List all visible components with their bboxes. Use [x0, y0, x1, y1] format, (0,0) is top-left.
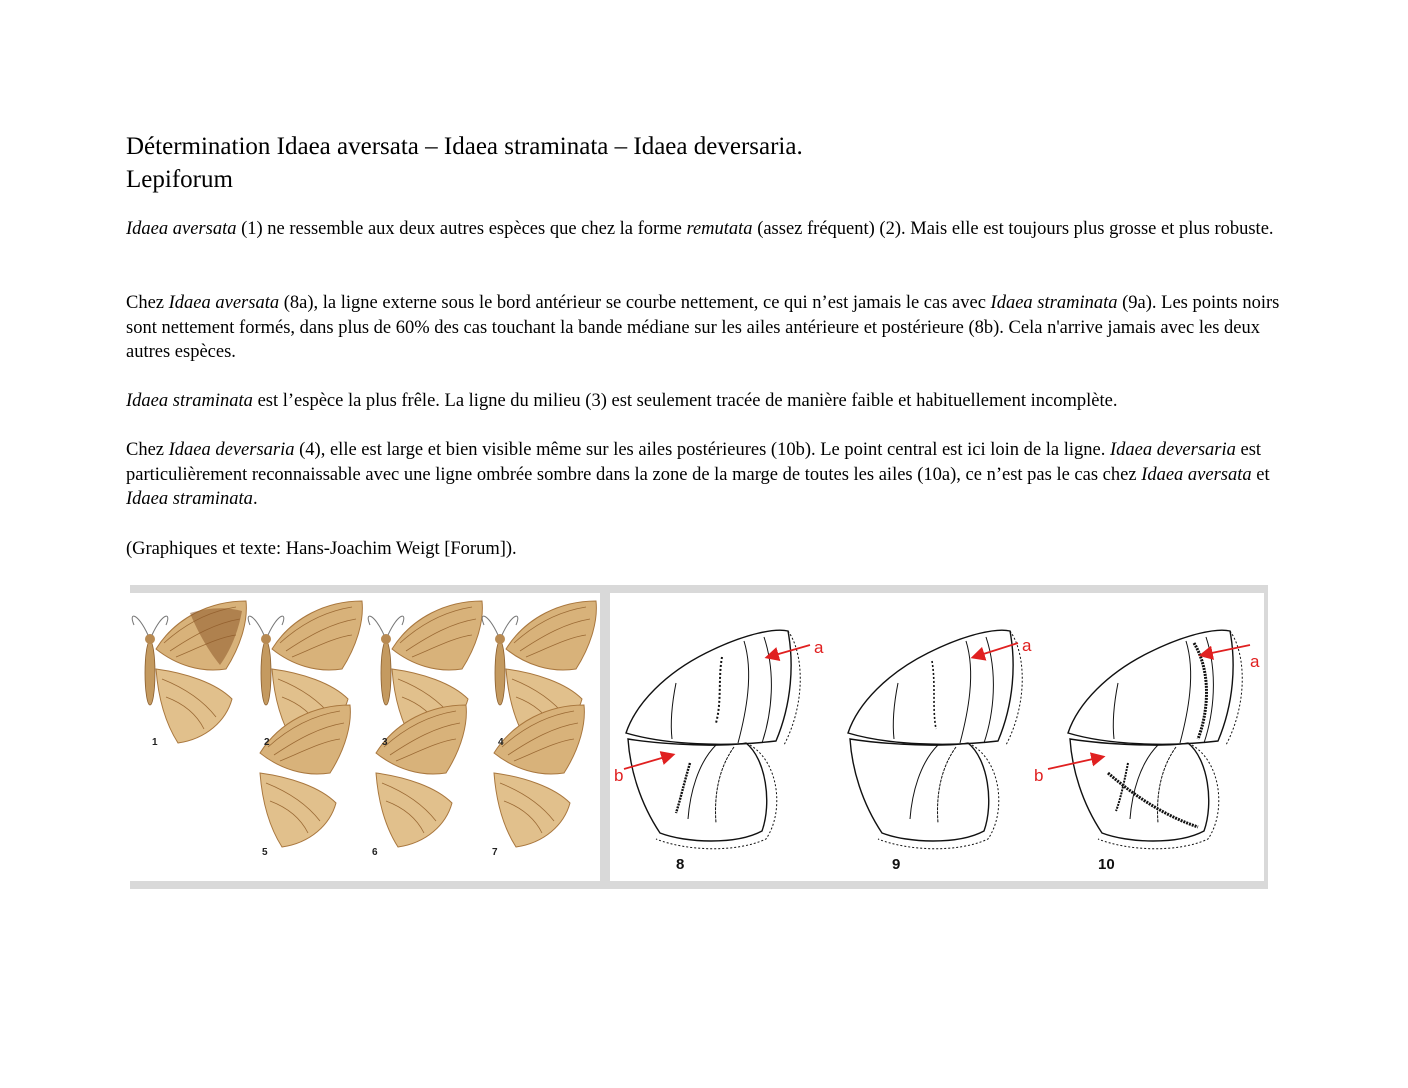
text-run: (1) ne ressemble aux deux autres espèces que chez la forme — [236, 219, 687, 239]
arrow-9a — [974, 636, 1032, 657]
title-line-1: Détermination Idaea aversata – Idaea straminata – Idaea deversaria. — [126, 133, 803, 160]
identification-figure — [130, 585, 1268, 889]
title-line-2: Lepiforum — [126, 166, 233, 193]
text-run: est l’espèce la plus frêle. La ligne du milieu (3) est seulement tracée de manière faible et habituellement incomplète. — [252, 391, 1118, 411]
moth-photos-panel — [130, 593, 600, 881]
wing-diagrams — [610, 593, 1264, 881]
svg-text:a: a — [1022, 636, 1032, 655]
species-name: Idaea aversata — [1141, 464, 1252, 485]
paragraph-credits — [126, 537, 1286, 562]
paragraph-straminata — [126, 389, 1286, 414]
svg-text:b: b — [1034, 766, 1044, 785]
moth-specimen-7 — [494, 705, 584, 847]
species-name: Idaea straminata — [126, 391, 253, 411]
species-name: Idaea aversata — [126, 219, 237, 239]
paragraph-deversaria — [126, 438, 1286, 512]
species-name: Idaea aversata — [168, 293, 280, 313]
paragraph-aversata — [126, 217, 1286, 242]
wing-diagrams-panel — [610, 593, 1264, 881]
text-run: (8a), la ligne externe sous le bord antérieur se courbe nettement, ce qui n’est jamais le cas avec — [279, 293, 991, 313]
svg-text:a: a — [1250, 652, 1260, 671]
moth-specimen-1 — [132, 601, 246, 743]
photo-label-7: 7 — [492, 847, 498, 858]
species-name: Idaea deversaria — [1109, 440, 1236, 460]
diagram-label-10: 10 — [1098, 856, 1115, 873]
arrow-8b — [614, 755, 672, 785]
text-run: et — [1251, 464, 1270, 485]
text-run: Chez — [126, 440, 169, 460]
photo-label-4: 4 — [498, 737, 504, 748]
photo-label-6: 6 — [372, 847, 378, 858]
diagram-label-9: 9 — [892, 856, 901, 873]
moth-specimen-6 — [376, 705, 466, 847]
arrow-8a — [768, 638, 824, 657]
text-run: (9a). Les points noirs sont nettement formés, dans plus de 60% des cas touchant la bande médiane sur les ailes antérieure et postérieure (8b). Cela n'arrive jamais avec les deux autres espèces. — [126, 293, 1280, 362]
text-run: . — [252, 489, 258, 509]
diagram-label-8: 8 — [676, 856, 685, 873]
species-name: Idaea straminata — [126, 489, 253, 509]
photo-label-1: 1 — [152, 737, 158, 748]
text-run: est particulièrement reconnaissable avec une ligne ombrée sombre dans la zone de la marge de toutes les ailes (10a), ce n’est pas le cas chez — [126, 440, 1262, 485]
page-title — [126, 130, 803, 196]
paragraph-aversata-lines — [126, 291, 1286, 365]
photo-label-2: 2 — [264, 737, 270, 748]
moth-photos — [130, 593, 600, 881]
text-run: (assez fréquent) (2). Mais elle est toujours plus grosse et plus robuste. — [752, 219, 1274, 239]
text-run: Chez — [126, 293, 169, 313]
wing-diagram-10 — [1068, 630, 1242, 849]
text-run: (4), elle est large et bien visible même sur les ailes postérieures (10b). Le point central est ici loin de la ligne. — [294, 440, 1110, 460]
wing-diagram-9 — [848, 630, 1022, 849]
species-name: remutata — [686, 219, 753, 239]
arrow-10a — [1202, 645, 1260, 671]
wing-diagram-8 — [626, 630, 800, 849]
svg-text:b: b — [614, 766, 624, 785]
photo-label-3: 3 — [382, 737, 388, 748]
text-run: (Graphiques et texte: Hans-Joachim Weigt [Forum]). — [126, 539, 517, 559]
moth-specimen-5 — [260, 705, 350, 847]
arrow-10b — [1034, 757, 1102, 785]
svg-text:a: a — [814, 638, 824, 657]
photo-label-5: 5 — [262, 847, 268, 858]
species-name: Idaea deversaria — [168, 440, 295, 460]
species-name: Idaea straminata — [990, 293, 1118, 313]
